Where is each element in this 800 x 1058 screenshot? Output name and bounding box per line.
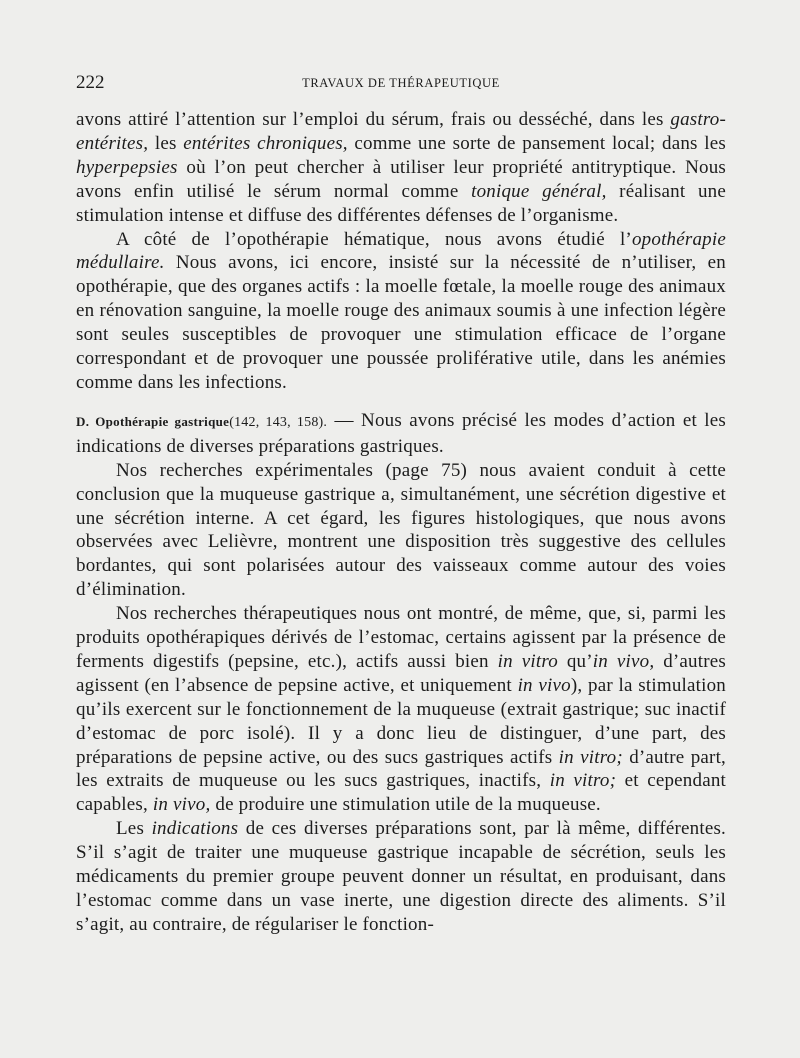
text-span: comme une sorte de pansement local; dans les (347, 132, 726, 154)
text-span: et cependant capables, (76, 770, 727, 816)
paragraph-serum (76, 108, 726, 228)
text-span: avons attiré l’attention sur l’emploi du sérum, frais ou desséché, dans les (76, 109, 671, 130)
paragraph-experimental (76, 459, 726, 602)
body-text (76, 108, 726, 937)
italic-term: in vitro; (549, 770, 617, 792)
italic-term: in vitro (497, 650, 558, 672)
text-span: ), par la stimulation qu’ils exercent sur le fonctionnement de la muqueuse (extrait gastrique; suc inactif d’estomac de porc isolé). Il y a donc lieu de distinguer, d’une part, des préparations de pepsine active, ou des sucs gastriques actifs (76, 674, 727, 768)
italic-term: indications (151, 818, 239, 840)
text-span: les (148, 132, 184, 154)
text-span: où l’on peut chercher à utiliser leur propriété antitryptique. Nous avons enfin utilisé le sérum normal comme (76, 156, 726, 202)
italic-term: in vivo, (592, 650, 655, 672)
text-span: Les (116, 818, 152, 840)
italic-term: in vivo (517, 674, 571, 696)
section-refs: (142, 143, 158). (229, 414, 328, 430)
text-span: A côté de l’opothérapie hématique, nous avons étudié l’ (116, 228, 632, 250)
text-span: d’autre part, les extraits de muqueuse ou les sucs gastriques, inactifs, (76, 746, 726, 792)
section-d-heading (76, 409, 726, 459)
italic-term: tonique général, (471, 180, 607, 202)
text-span: Nos recherches thérapeutiques nous ont montré, de même, que, si, parmi les produits opothérapiques dérivés de l’estomac, certains agissent par la présence de ferments digestifs (pepsine, etc.), actifs aussi bien (76, 603, 726, 672)
paragraph-medullaire (76, 228, 726, 395)
italic-term: opothérapie médullaire. (76, 228, 726, 274)
italic-term: in vivo, (152, 794, 211, 816)
paragraph-therapeutic (76, 602, 726, 817)
paragraph-indications (76, 817, 726, 937)
page-header (76, 72, 726, 96)
text-span: Nos recherches expérimentales (page 75) nous avaient conduit à cette conclusion que la muqueuse gastrique a, simultanément, une sécrétion digestive et une sécrétion interne. A cet égard, les figures histologiques, que nous avons observées avec Lelièvre, montrent une disposition très suggestive des cellules bordantes, qui sont polarisées autour des vaisseaux comme autour des voies d’élimination. (76, 459, 726, 601)
text-span: de produire une stimulation utile de la muqueuse. (210, 794, 601, 816)
italic-term: in vitro; (558, 746, 623, 768)
page-number: 222 (76, 72, 105, 93)
text-span: Nous avons, ici encore, insisté sur la nécessité de n’utiliser, en opothérapie, que des organes actifs : la moelle fœtale, la moelle rouge des animaux en rénovation sanguine, la moelle rouge des animaux soumis à une infection légère sont seules susceptibles de provoquer une stimulation efficace de l’organe correspondant et de provoquer une poussée proliférative utile, dans les anémies comme dans les infections. (76, 252, 726, 393)
text-span: d’autres agissent (en l’absence de pepsine active, et uniquement (76, 650, 726, 696)
text-span: réalisant une stimulation intense et diffuse des différentes défenses de l’organisme. (76, 180, 726, 226)
text-span: — Nous avons précisé les modes d’action et les indications de diverses préparations gastriques. (76, 409, 726, 457)
italic-term: entérites chroniques, (183, 132, 348, 154)
italic-term: gastro-entérites, (76, 109, 726, 154)
section-label: D. Opothérapie gastrique (76, 413, 230, 429)
italic-term: hyperpepsies (76, 156, 178, 178)
running-title: TRAVAUX DE THÉRAPEUTIQUE (302, 76, 500, 90)
text-span: de ces diverses préparations sont, par là même, différentes. S’il s’agit de traiter une muqueuse gastrique incapable de sécrétion, seuls les médicaments du premier groupe peuvent donner un résultat, en produisant, dans l’estomac comme dans un vase inerte, une digestion directe des aliments. S’il s’agit, au contraire, de régulariser le fonction- (76, 818, 726, 935)
text-span: qu’ (557, 650, 593, 672)
